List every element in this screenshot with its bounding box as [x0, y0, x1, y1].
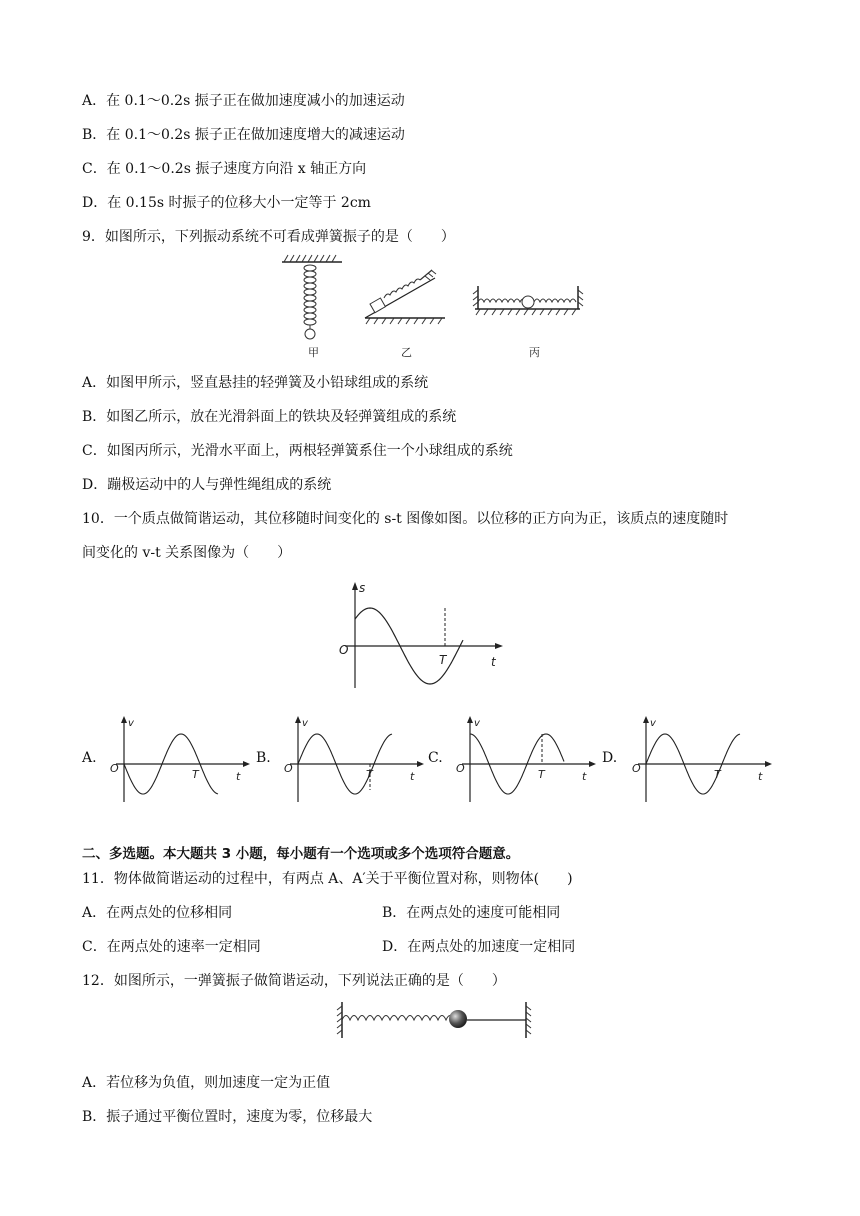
q12-stem: 12．如图所示，一弹簧振子做简谐运动，下列说法正确的是（ ）: [82, 973, 506, 989]
q12-option-b: B．振子通过平衡位置时，速度为零，位移最大: [82, 1109, 373, 1125]
q10-stem-line2: 间变化的 v-t 关系图像为（ ）: [82, 545, 292, 561]
axis-label-v: v: [128, 718, 134, 729]
q9-option-c: C．如图丙所示，光滑水平面上，两根轻弹簧系住一个小球组成的系统: [82, 443, 513, 459]
q8-option-a: A．在 0.1～0.2s 振子正在做加速度减小的加速运动: [82, 93, 405, 109]
origin-label: O: [456, 762, 465, 775]
q10-option-c-label: C.: [428, 750, 443, 766]
q10-stem-line1: 10．一个质点做简谐运动，其位移随时间变化的 s-t 图像如图。以位移的正方向为正，该质点的速度随时: [82, 511, 729, 527]
q8-option-b: B．在 0.1～0.2s 振子正在做加速度增大的减速运动: [82, 127, 405, 143]
v-axis-arrow: [467, 716, 473, 723]
q11-option-b: B．在两点处的速度可能相同: [382, 905, 561, 921]
q8-option-c: C．在 0.1～0.2s 振子速度方向沿 x 轴正方向: [82, 161, 367, 177]
axis-label-v: v: [302, 718, 308, 729]
q10-option-a-label: A.: [82, 750, 97, 766]
axis-label-t: t: [410, 770, 415, 783]
q10-main-graph: [335, 578, 505, 692]
origin-label: O: [110, 762, 119, 775]
figure-label-bing: 丙: [529, 346, 540, 359]
figure-jia: [282, 255, 342, 339]
figure-label-yi: 乙: [401, 346, 412, 359]
period-label: T: [439, 653, 447, 667]
q9-stem: 9．如图所示，下列振动系统不可看成弹簧振子的是（ ）: [82, 229, 455, 245]
t-axis-arrow: [243, 761, 250, 767]
period-label: T: [714, 768, 721, 781]
q11-option-c: C．在两点处的速率一定相同: [82, 939, 261, 955]
ball: [449, 1010, 467, 1028]
period-label: T: [192, 768, 199, 781]
figure-label-jia: 甲: [308, 346, 319, 359]
v-axis-arrow: [295, 716, 301, 723]
q9-option-b: B．如图乙所示，放在光滑斜面上的铁块及轻弹簧组成的系统: [82, 409, 457, 425]
period-label: T: [366, 768, 373, 781]
q10-option-d-graph: [630, 712, 774, 804]
axis-label-v: v: [474, 718, 480, 729]
q8-option-d: D．在 0.15s 时振子的位移大小一定等于 2cm: [82, 195, 371, 211]
q11-option-d: D．在两点处的加速度一定相同: [382, 939, 576, 955]
axis-label-s: s: [359, 581, 366, 595]
t-axis-arrow: [765, 761, 772, 767]
q11-stem: 11．物体做简谐运动的过程中，有两点 A、A′关于平衡位置对称，则物体( ): [82, 871, 573, 887]
section2-title: 二、多选题。本大题共 3 小题，每小题有一个选项或多个选项符合题意。: [82, 846, 520, 862]
q11-option-a: A．在两点处的位移相同: [82, 905, 233, 921]
axis-label-t: t: [491, 655, 496, 669]
axis-label-t: t: [758, 770, 763, 783]
origin-label: O: [632, 762, 641, 775]
period-label: T: [538, 768, 545, 781]
axis-label-t: t: [582, 770, 587, 783]
q9-option-a: A．如图甲所示，竖直悬挂的轻弹簧及小铅球组成的系统: [82, 375, 429, 391]
axis-label-t: t: [236, 770, 241, 783]
axis-label-v: v: [650, 718, 656, 729]
v-axis-arrow: [121, 716, 127, 723]
origin-label: O: [284, 762, 293, 775]
t-axis-arrow: [417, 761, 424, 767]
q10-option-a-graph: [108, 712, 252, 804]
q12-figure: [336, 1000, 536, 1040]
t-axis-arrow: [589, 761, 596, 767]
q12-option-a: A．若位移为负值，则加速度一定为正值: [82, 1075, 331, 1091]
figure-yi: [365, 270, 445, 324]
origin-label: O: [339, 643, 349, 657]
spring: [342, 1016, 454, 1021]
q10-option-b-graph: [282, 712, 426, 804]
q10-option-c-graph: [454, 712, 598, 804]
q10-option-d-label: D.: [602, 750, 618, 766]
q10-option-b-label: B.: [256, 750, 271, 766]
v-axis-arrow: [643, 716, 649, 723]
figure-bing: [473, 286, 583, 315]
q9-option-d: D．蹦极运动中的人与弹性绳组成的系统: [82, 477, 332, 493]
q9-figure: [270, 252, 590, 364]
